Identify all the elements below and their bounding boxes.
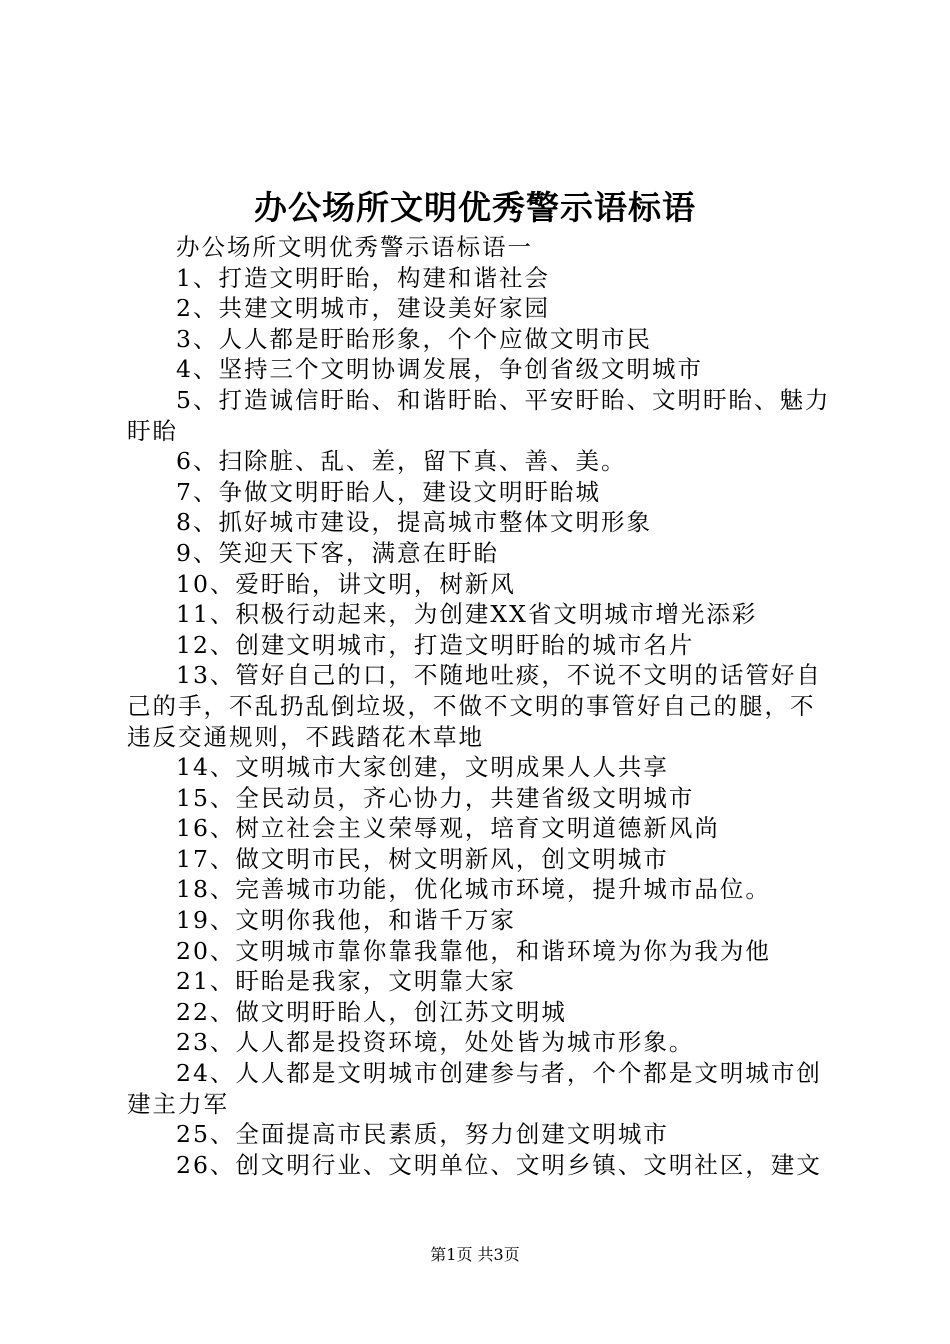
paragraph: 7、争做文明盱眙人，建设文明盱眙城	[176, 477, 601, 506]
paragraph: 20、文明城市靠你靠我靠他，和谐环境为你为我为他	[176, 936, 771, 965]
paragraph: 9、笑迎天下客，满意在盱眙	[176, 538, 499, 567]
paragraph: 1、打造文明盱眙，构建和谐社会	[176, 263, 550, 292]
paragraph: 办公场所文明优秀警示语标语一	[176, 233, 533, 261]
paragraph: 10、爱盱眙，讲文明，树新风	[176, 569, 516, 598]
paragraph: 5、打造诚信盱眙、和谐盱眙、平安盱眙、文明盱眙、魅力盱眙	[127, 385, 831, 445]
paragraph: 17、做文明市民，树文明新风，创文明城市	[176, 844, 669, 873]
paragraph: 22、做文明盱眙人，创江苏文明城	[176, 997, 567, 1026]
page-number-footer: 第1页 共3页	[430, 1245, 520, 1264]
paragraph: 18、完善城市功能，优化城市环境，提升城市品位。	[176, 875, 771, 904]
paragraph: 12、创建文明城市，打造文明盱眙的城市名片	[176, 630, 695, 659]
paragraph: 16、树立社会主义荣辱观，培育文明道德新风尚	[176, 814, 720, 843]
paragraph: 4、坚持三个文明协调发展，争创省级文明城市	[176, 355, 703, 384]
paragraph: 24、人人都是文明城市创建参与者，个个都是文明城市创建主力军	[127, 1059, 822, 1118]
paragraph: 6、扫除脏、乱、差，留下真、善、美。	[176, 447, 627, 476]
paragraph: 2、共建文明城市，建设美好家园	[176, 294, 550, 323]
paragraph: 15、全民动员，齐心协力，共建省级文明城市	[176, 783, 695, 812]
paragraph: 13、管好自己的口，不随地吐痰，不说不文明的话管好自己的手，不乱扔乱倒垃圾，不做不文明的事管好自己的腿，不违反交通规则，不践踏花木草地	[127, 661, 822, 751]
document-title: 办公场所文明优秀警示语标语	[254, 188, 696, 227]
paragraph: 11、积极行动起来，为创建XX省文明城市增光添彩	[176, 600, 758, 629]
paragraph: 14、文明城市大家创建，文明成果人人共享	[176, 753, 669, 782]
document-body	[127, 232, 833, 1180]
paragraph: 23、人人都是投资环境，处处皆为城市形象。	[176, 1028, 695, 1057]
paragraph: 8、抓好城市建设，提高城市整体文明形象	[176, 508, 652, 537]
paragraph: 26、创文明行业、文明单位、文明乡镇、文明社区，建文	[176, 1150, 822, 1179]
paragraph: 21、盱眙是我家，文明靠大家	[176, 967, 516, 996]
paragraph: 25、全面提高市民素质，努力创建文明城市	[176, 1120, 669, 1149]
paragraph: 19、文明你我他，和谐千万家	[176, 906, 516, 935]
paragraph: 3、人人都是盱眙形象，个个应做文明市民	[176, 324, 652, 353]
